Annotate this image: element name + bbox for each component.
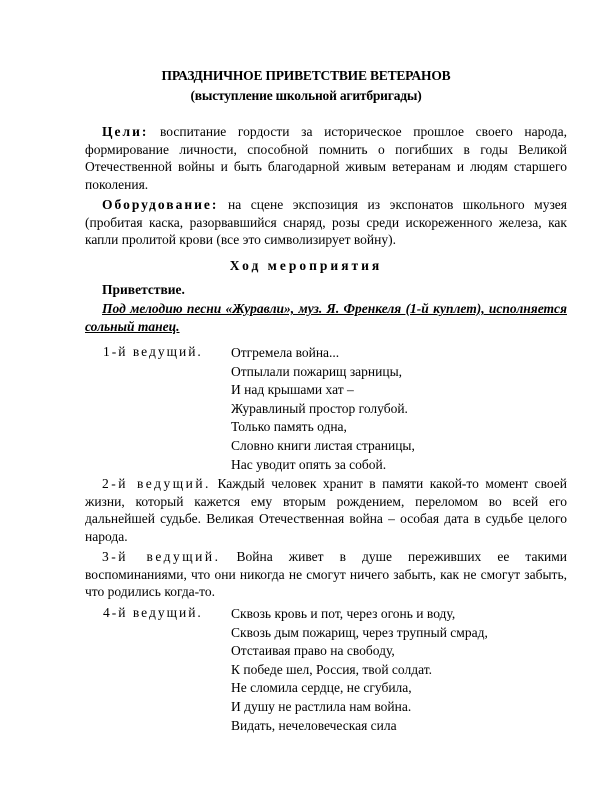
poem-line: И душу не растлила нам война. bbox=[231, 698, 412, 714]
stage-direction: Под мелодию песни «Журавли», муз. Я. Френкеля (1-й куплет), исполняется сольный танец. bbox=[85, 301, 567, 334]
poem-line: Только память одна, bbox=[231, 419, 347, 435]
event-heading: Ход мероприятия bbox=[229, 258, 383, 273]
goals-text: воспитание гордости за историческое прошлое своего народа, формирование личности, способной помнить о погибших в годы Великой Отечественной войны и быть благодарной живым ветеранам и людям старшего поколения. bbox=[85, 124, 567, 193]
equipment-label: Оборудование: bbox=[102, 197, 219, 212]
greeting-heading: Приветствие. bbox=[102, 282, 185, 297]
greeting-heading-block bbox=[85, 281, 567, 299]
poem-line: Отстаивая право на свободу, bbox=[231, 643, 395, 659]
poem-line: Видать, нечеловеческая сила bbox=[231, 717, 397, 733]
host2-text: Каждый человек хранит в памяти какой-то момент своей жизни, который кажется ему вторым рождением, переломом во всей его дальнейшей судьбе. Великая Отечественная война – особая дата в судьбе целого народа. bbox=[85, 476, 568, 545]
poem-line: Отгремела война... bbox=[231, 345, 340, 360]
poem-line: И над крышами хат – bbox=[231, 382, 354, 398]
host3-label: 3-й ведущий. bbox=[102, 549, 221, 564]
poem-line: Не сломила сердце, не сгубила, bbox=[231, 680, 412, 696]
poem-line: Отпылали пожарищ зарницы, bbox=[231, 363, 403, 379]
host3-paragraph bbox=[85, 548, 567, 601]
poem-line: Сквозь кровь и пот, через огонь и воду, bbox=[231, 606, 456, 621]
document-subtitle: (выступление школьной агитбригады) bbox=[190, 88, 422, 103]
host3-text: Война живет в душе переживших ее такими воспоминаниями, что они никогда не смогут ничего забыть, как не смогут забыть, что родились когда-то. bbox=[85, 549, 567, 600]
poem-host4 bbox=[231, 605, 488, 735]
poem-line: Журавлиный простор голубой. bbox=[231, 400, 408, 416]
host4-label: 4-й ведущий. bbox=[103, 605, 203, 620]
poem-line: Словно книги листая страницы, bbox=[231, 437, 415, 453]
host1-label: 1-й ведущий. bbox=[103, 344, 203, 359]
document-title: ПРАЗДНИЧНОЕ ПРИВЕТСТВИЕ ВЕТЕРАНОВ bbox=[161, 68, 451, 83]
poem-line: Сквозь дым пожарищ, через трупный смрад, bbox=[231, 624, 488, 640]
goals-paragraph bbox=[85, 123, 567, 194]
poem-line: Нас уводит опять за собой. bbox=[231, 456, 387, 472]
host2-label: 2-й ведущий. bbox=[102, 476, 211, 491]
poem-line: К победе шел, Россия, твой солдат. bbox=[231, 661, 432, 677]
equipment-text: на сцене экспозиция из экспонатов школьного музея (пробитая каска, разорвавшийся снаряд, розы среди искореженного железа, как капли пролитой крови (все это символизирует войну). bbox=[85, 197, 567, 248]
goals-label: Цели: bbox=[102, 124, 149, 139]
equipment-paragraph bbox=[85, 196, 567, 249]
poem-host1 bbox=[231, 344, 415, 474]
stage-direction-paragraph bbox=[85, 300, 567, 335]
host2-paragraph bbox=[85, 475, 567, 546]
